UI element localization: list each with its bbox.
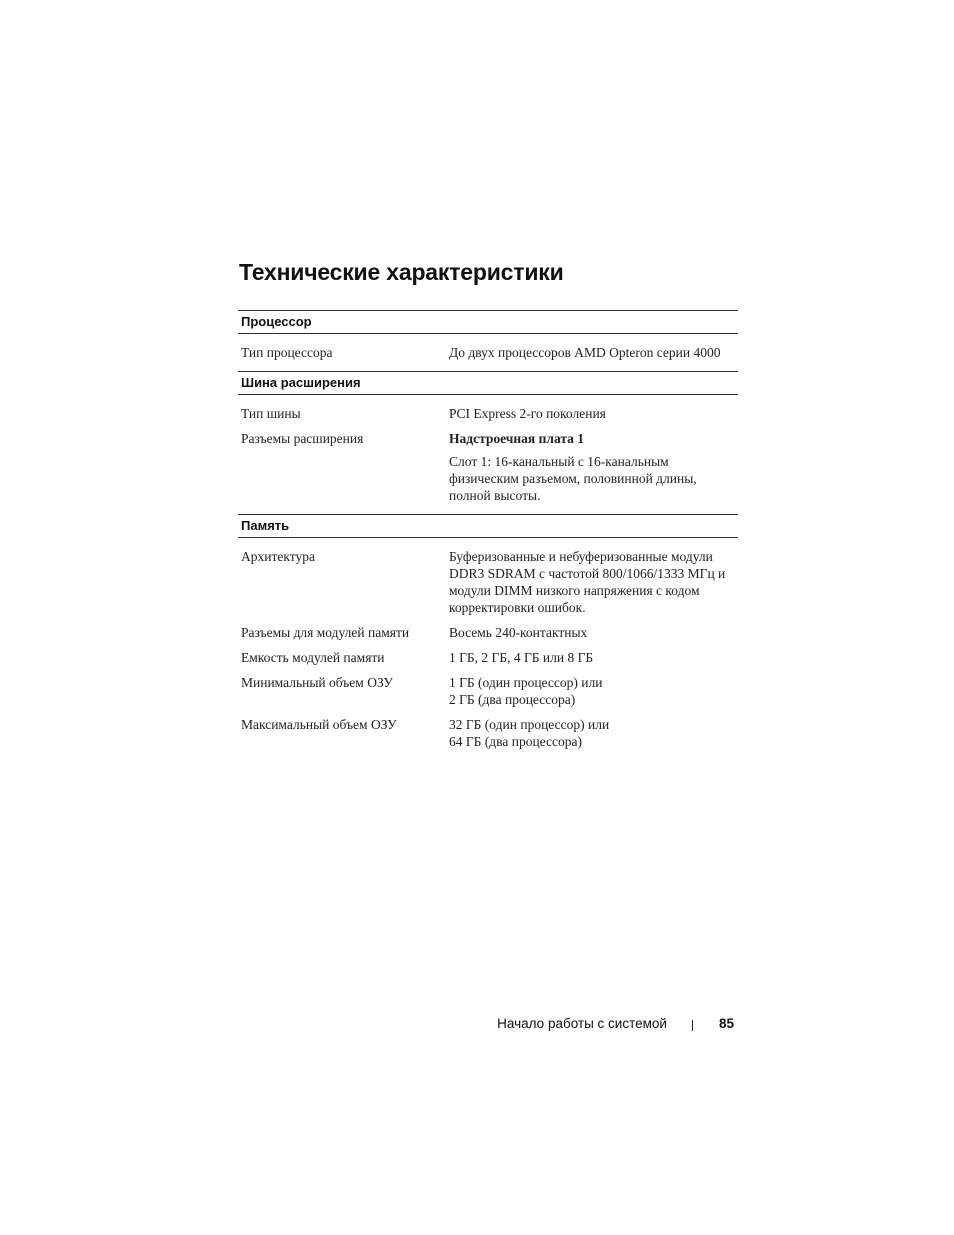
spec-row-min-ram: [238, 674, 738, 708]
spec-label: Архитектура: [241, 549, 315, 564]
spec-row-bus-type: [238, 405, 738, 422]
spec-label: Максимальный объем ОЗУ: [241, 717, 397, 732]
section-header-expansion-bus: Шина расширения: [238, 371, 738, 395]
spec-value-line: 2 ГБ (два процессора): [449, 692, 576, 707]
specifications-table: [238, 310, 738, 760]
footer-separator: [692, 1020, 693, 1031]
spec-label: Минимальный объем ОЗУ: [241, 675, 393, 690]
slot-description: Слот 1: 16-канальный с 16-канальным физическим разъемом, половинной длины, полной высоты.: [449, 454, 697, 503]
spec-value: До двух процессоров AMD Opteron серии 4000: [449, 345, 721, 360]
spec-label: Тип шины: [241, 406, 301, 421]
section-header-processor: Процессор: [238, 310, 738, 334]
spec-value: 1 ГБ, 2 ГБ, 4 ГБ или 8 ГБ: [449, 650, 594, 665]
section-expansion-bus: [238, 371, 738, 514]
spec-row-processor-type: [238, 344, 738, 361]
page-title: Технические характеристики: [239, 259, 564, 285]
spec-label: Емкость модулей памяти: [241, 650, 385, 665]
spec-label: Разъемы для модулей памяти: [241, 625, 410, 640]
spec-row-memory-slots: [238, 624, 738, 641]
riser-card-heading: Надстроечная плата 1: [449, 431, 585, 446]
spec-label: Разъемы расширения: [241, 431, 364, 446]
spec-row-architecture: [238, 548, 738, 616]
spec-row-expansion-slots: [238, 430, 738, 504]
spec-row-max-ram: [238, 716, 738, 750]
spec-label: Тип процессора: [241, 345, 333, 360]
spec-value: [449, 674, 738, 708]
spec-value-line: 32 ГБ (один процессор) или: [449, 717, 610, 732]
page-footer: [497, 1015, 734, 1033]
spec-value: PCI Express 2-го поколения: [449, 406, 606, 421]
spec-value-line: 1 ГБ (один процессор) или: [449, 675, 603, 690]
spec-value-line: 64 ГБ (два процессора): [449, 734, 582, 749]
spec-value: [449, 716, 738, 750]
spec-row-module-capacity: [238, 649, 738, 666]
spec-value: Буферизованные и небуферизованные модули DDR3 SDRAM с частотой 800/1066/1333 МГц и модули DIMM низкого напряжения с кодом корректировки ошибок.: [449, 549, 726, 615]
section-memory: [238, 514, 738, 760]
section-processor: [238, 310, 738, 371]
page-number: 85: [718, 1016, 734, 1031]
spec-value: Восемь 240-контактных: [449, 625, 588, 640]
section-header-memory: Память: [238, 514, 738, 538]
footer-chapter-title: Начало работы с системой: [497, 1016, 667, 1031]
spec-value: [449, 430, 738, 504]
